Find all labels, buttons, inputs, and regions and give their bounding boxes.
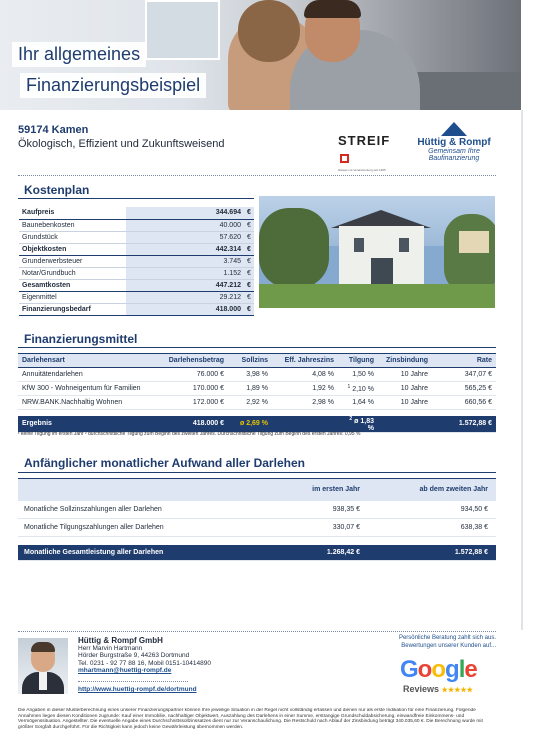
- house-photo-door: [371, 258, 393, 286]
- google-letter: g: [445, 656, 459, 683]
- result-eff-jahreszins: [272, 416, 338, 433]
- house-photo-tree: [259, 208, 329, 288]
- cell-eff-jahreszins: 1,92 %: [272, 382, 338, 396]
- kostenplan-currency: €: [244, 255, 254, 267]
- result-zinsbindung: [378, 416, 432, 433]
- col-header-rate: Rate: [432, 354, 496, 368]
- kostenplan-label: Finanzierungsbedarf: [19, 303, 126, 315]
- kostenplan-row: [19, 267, 254, 279]
- cell-zinsbindung: 10 Jahre: [378, 368, 432, 382]
- aufwand-table: [18, 478, 496, 561]
- google-letter: o: [417, 656, 432, 683]
- total-label: Monatliche Gesamtleistung aller Darlehen: [18, 545, 248, 561]
- property-location: 59174 Kamen: [18, 124, 89, 136]
- contact-divider: [78, 681, 188, 682]
- streif-logo-name: STREIF: [338, 133, 391, 148]
- kostenplan-value: 418.000: [126, 303, 244, 315]
- finanzierung-table: [18, 353, 496, 433]
- contact-company: Hüttig & Rompf GmbH: [78, 636, 163, 645]
- kostenplan-label: Gesamtkosten: [19, 279, 126, 291]
- finanzierung-title: Finanzierungsmittel: [24, 332, 138, 346]
- advisor-photo-shirt: [39, 672, 47, 690]
- finanzierung-title-underline: [18, 347, 496, 348]
- google-logo[interactable]: [400, 656, 477, 684]
- house-photo-neighbor-house: [459, 231, 489, 253]
- advisor-photo: [18, 638, 68, 694]
- kostenplan-currency: €: [244, 303, 254, 315]
- result-label: Ergebnis: [18, 416, 158, 433]
- cell-tilgung: [338, 382, 378, 396]
- kostenplan-label: Grunderwerbsteuer: [19, 255, 126, 267]
- aufwand-title-underline: [18, 472, 496, 473]
- hero-window: [145, 0, 220, 60]
- total-first-year: 1.268,42 €: [248, 545, 368, 561]
- kostenplan-row: [19, 303, 254, 315]
- cell-rate: 347,07 €: [432, 368, 496, 382]
- table-row: [18, 519, 496, 537]
- huettig-rompf-logo-name: Hüttig & Rompf: [417, 137, 491, 148]
- cell-first-year: 938,35 €: [248, 501, 368, 519]
- col-header-second-year: ab dem zweiten Jahr: [368, 479, 496, 501]
- property-subtitle: Ökologisch, Effizient und Zukunftsweisend: [18, 138, 225, 150]
- cell-rate: 660,56 €: [432, 396, 496, 410]
- cell-tilgung: 1,50 %: [338, 368, 378, 382]
- contact-street: Hörder Burgstraße 9, 44263 Dortmund: [78, 652, 190, 660]
- cell-eff-jahreszins: 2,98 %: [272, 396, 338, 410]
- streif-logo-square-icon: [340, 154, 349, 163]
- cell-darlehensbetrag: 170.000 €: [158, 382, 228, 396]
- kostenplan-label: Notar/Grundbuch: [19, 267, 126, 279]
- col-header-tilgung: Tilgung: [338, 354, 378, 368]
- result-rate: 1.572,88 €: [432, 416, 496, 433]
- kostenplan-currency: €: [244, 243, 254, 255]
- kostenplan-row: [19, 279, 254, 291]
- divider: [18, 175, 496, 176]
- kostenplan-label: Objektkosten: [19, 243, 126, 255]
- cell-sollzins: 2,92 %: [228, 396, 272, 410]
- kostenplan-row: [19, 219, 254, 231]
- hero-banner: [0, 0, 521, 110]
- total-row: [18, 545, 496, 561]
- contact-person: Herr Marvin Hartmann: [78, 644, 143, 652]
- kostenplan-title: Kostenplan: [24, 183, 90, 197]
- cell-darlehensart: NRW.BANK.Nachhaltig Wohnen: [18, 396, 158, 410]
- advisor-photo-hair: [31, 642, 55, 652]
- cell-label: Monatliche Tilgungszahlungen aller Darlehen: [18, 519, 248, 537]
- kostenplan-currency: €: [244, 279, 254, 291]
- kostenplan-row: [19, 243, 254, 255]
- kostenplan-value: 1.152: [126, 267, 244, 279]
- cell-sollzins: 1,89 %: [228, 382, 272, 396]
- contact-phone: Tel. 0231 - 92 77 88 16, Mobil 0151-10414890: [78, 659, 211, 667]
- kostenplan-label: Kaufpreis: [19, 207, 126, 219]
- house-photo: [259, 196, 495, 308]
- col-header-eff-jahreszins: Eff. Jahreszins: [272, 354, 338, 368]
- kostenplan-row: [19, 291, 254, 303]
- cell-darlehensart: Annuitätendarlehen: [18, 368, 158, 382]
- house-roof-icon: [441, 122, 467, 136]
- col-header-sollzins: Sollzins: [228, 354, 272, 368]
- contact-email-link[interactable]: mhartmann@huettig-rompf.de: [78, 667, 172, 675]
- aufwand-header-row: [18, 479, 496, 501]
- finanzierung-header-row: [18, 354, 496, 368]
- table-spacer: [18, 537, 496, 545]
- page-side-border: [521, 110, 523, 630]
- hero-title-line2: Finanzierungsbeispiel: [20, 73, 206, 98]
- kostenplan-value: 447.212: [126, 279, 244, 291]
- cell-tilgung: 1,64 %: [338, 396, 378, 410]
- kostenplan-title-underline: [18, 198, 254, 199]
- kostenplan-label: Baunebenkosten: [19, 219, 126, 231]
- cell-first-year: 330,07 €: [248, 519, 368, 537]
- cell-sollzins: 3,98 %: [228, 368, 272, 382]
- col-header-zinsbindung: Zinsbindung: [378, 354, 432, 368]
- result-tilgung-value: ø 1,83 %: [354, 417, 374, 432]
- hero-person-woman-hair: [238, 0, 300, 62]
- finanzierung-footnote: ¹ keine Tilgung im ersten Jahr ² durchschnittliche Tilgung zum Beginn des zweiten Jahres. Durchschnittliche Tilgung zum Beginn des ersten Jahres: 0,95 %: [18, 431, 361, 437]
- star-rating-icon: ★★★★★: [441, 687, 473, 694]
- cell-darlehensbetrag: 76.000 €: [158, 368, 228, 382]
- google-reviews-badge[interactable]: [403, 684, 473, 694]
- cell-tilgung-value: 2,10 %: [352, 386, 374, 393]
- kostenplan-value: 3.745: [126, 255, 244, 267]
- table-row: [18, 501, 496, 519]
- kostenplan-row: [19, 255, 254, 267]
- result-tilgung: [338, 416, 378, 433]
- col-header-darlehensbetrag: Darlehensbetrag: [158, 354, 228, 368]
- kostenplan-row: [19, 231, 254, 243]
- kostenplan-label: Eigenmittel: [19, 291, 126, 303]
- col-header-empty: [18, 479, 248, 501]
- google-reviews-label: Reviews: [403, 684, 440, 694]
- huettig-rompf-logo-slogan: Gemeinsam Ihre Baufinanzierung: [428, 148, 480, 162]
- col-header-darlehensart: Darlehensart: [18, 354, 158, 368]
- kostenplan-row: [19, 207, 254, 219]
- house-photo-window: [399, 238, 409, 252]
- streif-logo-tagline: Häuser mit Verantwortung seit 1905: [338, 168, 386, 172]
- cell-darlehensbetrag: 172.000 €: [158, 396, 228, 410]
- col-header-first-year: im ersten Jahr: [248, 479, 368, 501]
- google-reviews-text: Persönliche Beratung zahlt sich aus. Bewertungen unserer Kunden auf...: [398, 635, 496, 649]
- cell-zinsbindung: 10 Jahre: [378, 382, 432, 396]
- kostenplan-value: 442.314: [126, 243, 244, 255]
- kostenplan-currency: €: [244, 267, 254, 279]
- result-sollzins: ø 2,69 %: [228, 416, 272, 433]
- table-row: [18, 382, 496, 396]
- footnote-marker: 2: [349, 415, 353, 422]
- streif-logo: [338, 132, 398, 172]
- cell-second-year: 934,50 €: [368, 501, 496, 519]
- huettig-rompf-logo: [414, 122, 494, 162]
- result-row: [18, 416, 496, 433]
- house-photo-window: [354, 238, 364, 252]
- google-letter: l: [458, 656, 465, 683]
- disclaimer-text: Die Angaben in dieser Musterberechnung eines unserer Finanzierungspartner können Ihre jeweilige Situation in der Regel nicht vollständig erfassen und dienen nur als erste Indikation für eine Finanzierung. Folgende Annahmen liegen diesen Konditionen zugrunde: Kauf einer Immobilie, nachhaltiger Objektwert, Auszahlung des Darlehens in einer Summe, erstrangige Grundschuldabsicherung, einwandfreie Einkommens- und Vermögenssituation. Angestellter. Die eventuelle Angabe eines Durchschnittssollzinssatzes dient nur zur Veranschaulichung. Die Restschuld nach Ablauf der Zinsbindung beträgt 340.035,60 €. Die Berechnung wurde mit größter Sorgfalt durchgeführt. Für die Richtigkeit kann jedoch keine Gewährleistung übernommen werden.: [18, 708, 483, 730]
- kostenplan-currency: €: [244, 207, 254, 219]
- cell-second-year: 638,38 €: [368, 519, 496, 537]
- kostenplan-value: 57.620: [126, 231, 244, 243]
- google-letter: G: [400, 656, 418, 683]
- contact-block: [78, 637, 211, 675]
- kostenplan-value: 344.694: [126, 207, 244, 219]
- kostenplan-currency: €: [244, 291, 254, 303]
- google-letter: e: [464, 656, 477, 683]
- google-letter: o: [431, 656, 446, 683]
- kostenplan-currency: €: [244, 231, 254, 243]
- hero-person-man-hair: [304, 0, 361, 18]
- table-row: [18, 368, 496, 382]
- kostenplan-value: 29.212: [126, 291, 244, 303]
- kostenplan-currency: €: [244, 219, 254, 231]
- cell-eff-jahreszins: 4,08 %: [272, 368, 338, 382]
- cell-label: Monatliche Sollzinszahlungen aller Darlehen: [18, 501, 248, 519]
- house-photo-tree: [444, 214, 495, 294]
- kostenplan-value: 40.000: [126, 219, 244, 231]
- contact-website-link[interactable]: http://www.huettig-rompf.de/dortmund: [78, 686, 197, 693]
- aufwand-title: Anfänglicher monatlicher Aufwand aller Darlehen: [24, 456, 305, 470]
- footnote-marker: 1: [347, 384, 351, 390]
- table-row: [18, 396, 496, 410]
- house-photo-lawn: [259, 284, 495, 308]
- total-second-year: 1.572,88 €: [368, 545, 496, 561]
- cell-darlehensart: KfW 300 - Wohneigentum für Familien: [18, 382, 158, 396]
- cell-rate: 565,25 €: [432, 382, 496, 396]
- hero-title-line1: Ihr allgemeines: [12, 42, 146, 67]
- kostenplan-label: Grundstück: [19, 231, 126, 243]
- result-darlehensbetrag: 418.000 €: [158, 416, 228, 433]
- kostenplan-table: [19, 207, 254, 316]
- cell-zinsbindung: 10 Jahre: [378, 396, 432, 410]
